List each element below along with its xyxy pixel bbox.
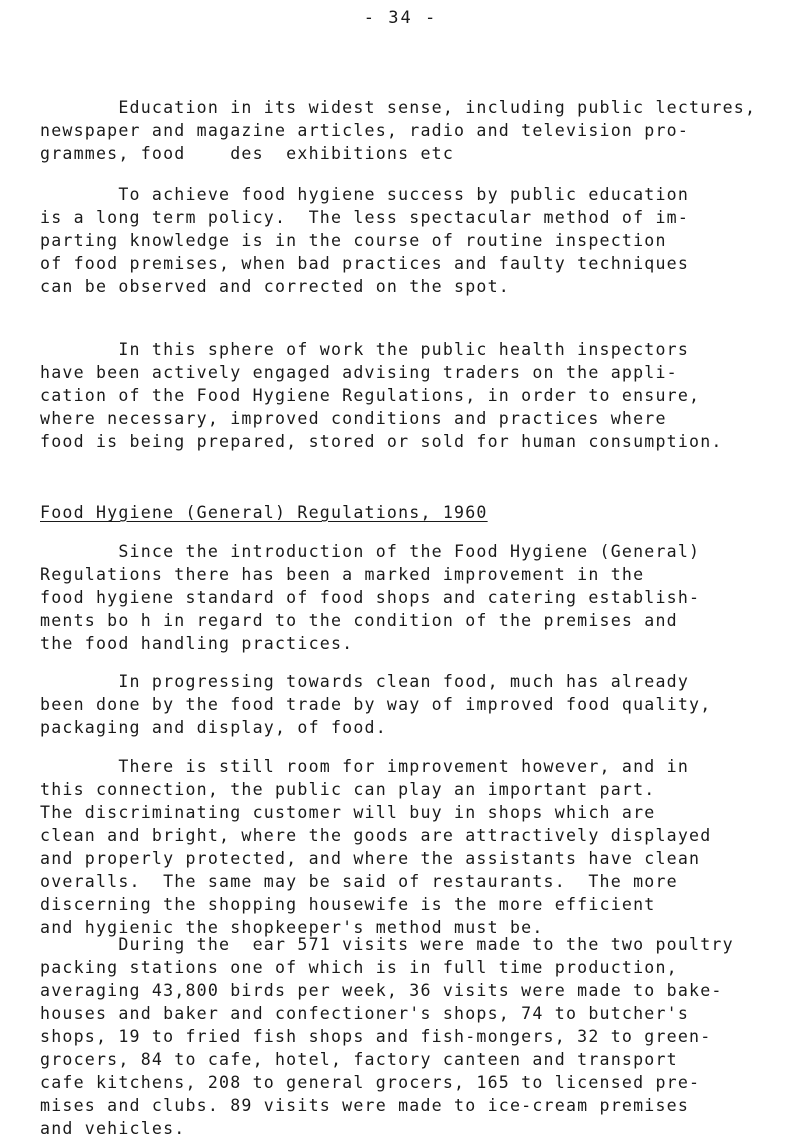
paragraph-inspectors: In this sphere of work the public health inspectors have been actively engaged advising traders on the appli- cation of the Food Hygiene Regulations, in order to ensure, where necessary, improved conditions and practices where food is being prepared, stored or sold for human consumption. [40,340,723,451]
paragraph-education: Education in its widest sense, including public lectures, newspaper and magazine articles, radio and television pro- grammes, food des exhibitions etc [40,98,757,163]
paragraph-progressing: In progressing towards clean food, much has already been done by the food trade by way of improved food quality, packaging and display, of food. [40,672,712,737]
section-heading: Food Hygiene (General) Regulations, 1960 [40,503,488,522]
paragraph-improvement: There is still room for improvement however, and in this connection, the public can play an important part. The discriminating customer will buy in shops which are clean and bright, where the goods are attractively displayed and properly protected, and where the assistants have clean overalls. The same may be said of restaurants. The more discerning the shopping housewife is the more efficient and hygienic the shopkeeper's method must be. [40,757,712,937]
paragraph-introduction: Since the introduction of the Food Hygiene (General) Regulations there has been a marked improvement in the food hygiene standard of food shops and catering establish- ments bo h in regard to the condition of the premises and the food handling practices. [40,542,701,653]
paragraph-hygiene-success: To achieve food hygiene success by public education is a long term policy. The less spectacular method of im- parting knowledge is in the course of routine inspection of food premises, when bad practices and faulty techniques can be observed and corrected on the spot. [40,185,690,296]
page-number: - 34 - [363,8,438,28]
paragraph-visits: During the ear 571 visits were made to the two poultry packing stations one of which is in full time production, averaging 43,800 birds per week, 36 visits were made to bake- houses and baker and confectioner's shops, 74 to butcher's shops, 19 to fried fish shops and fish-mongers, 32 to green- grocers, 84 to cafe, hotel, factory canteen and transport cafe kitchens, 208 to general grocers, 165 to licensed pre- mises and clubs. 89 visits were made to ice-cream premises and vehicles. [40,935,734,1138]
